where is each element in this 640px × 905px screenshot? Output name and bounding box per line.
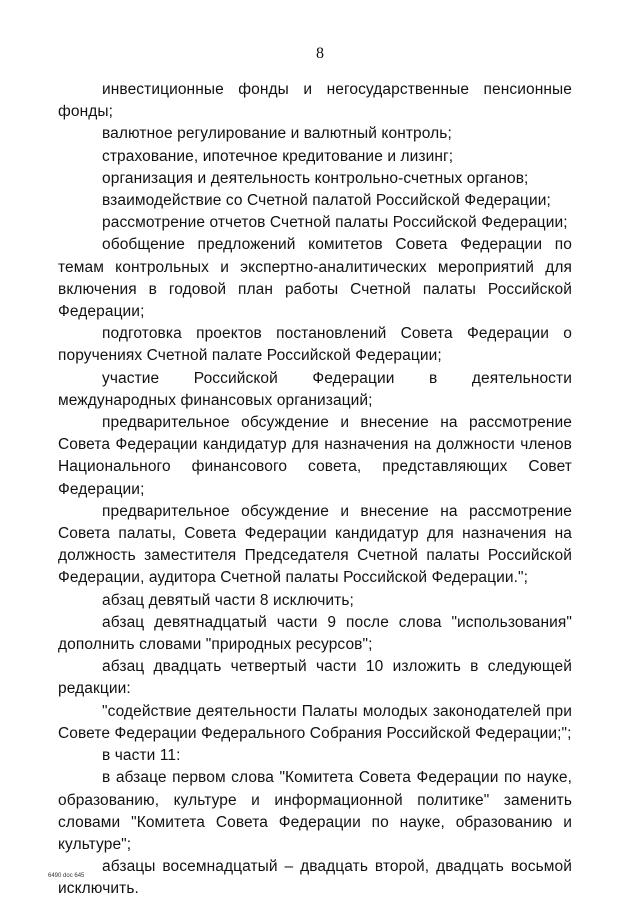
paragraph: абзац девятый части 8 исключить; — [102, 591, 354, 609]
paragraph: в абзаце первом слова "Комитета Совета Федерации по науке, образованию, культуре и информационной политике" заменить словами "Комитета Совета Федерации по науке, образованию и культуре"; — [58, 769, 572, 853]
page-number: 8 — [316, 45, 324, 62]
paragraph: рассмотрение отчетов Счетной палаты Российской Федерации; — [102, 214, 568, 232]
paragraph: абзац девятнадцатый части 9 после слова "использования" дополнить словами "природных ресурсов"; — [58, 613, 572, 654]
paragraph: абзацы восемнадцатый – двадцать второй, двадцать восьмой исключить. — [58, 858, 572, 898]
footer-document-code: 6490 doc 645 — [48, 873, 85, 879]
paragraph: "содействие деятельности Палаты молодых законодателей при Совете Федерации Федерального Собрания Российской Федерации;"; — [58, 702, 572, 742]
paragraph: организация и деятельность контрольно-счетных органов; — [102, 169, 529, 187]
paragraph: в части 11: — [102, 747, 181, 765]
paragraph: инвестиционные фонды и негосударственные пенсионные фонды; — [58, 81, 572, 121]
paragraph: подготовка проектов постановлений Совета Федерации о поручениях Счетной палате Российской Федерации; — [58, 325, 572, 365]
paragraph: абзац двадцать четвертый части 10 изложить в следующей редакции: — [58, 658, 572, 698]
paragraph: предварительное обсуждение и внесение на рассмотрение Совета палаты, Совета Федерации кандидатур для назначения на должность заместителя Председателя Счетной палаты Российской Федерации, аудитора Счетной палаты Российской Федерации."; — [58, 502, 572, 587]
paragraph: страхование, ипотечное кредитование и лизинг; — [102, 147, 454, 165]
paragraph: предварительное обсуждение и внесение на рассмотрение Совета Федерации кандидатур для назначения на должности членов Национального финансового совета, представляющих Совет Федерации; — [58, 414, 572, 498]
paragraph: обобщение предложений комитетов Совета Федерации по темам контрольных и экспертно-аналитических мероприятий для включения в годовой план работы Счетной палаты Российской Федерации; — [58, 236, 572, 321]
paragraph: участие Российской Федерации в деятельности международных финансовых организаций; — [58, 369, 572, 409]
paragraph: валютное регулирование и валютный контроль; — [102, 125, 452, 143]
paragraph: взаимодействие со Счетной палатой Российской Федерации; — [102, 192, 551, 210]
document-body — [58, 79, 572, 901]
